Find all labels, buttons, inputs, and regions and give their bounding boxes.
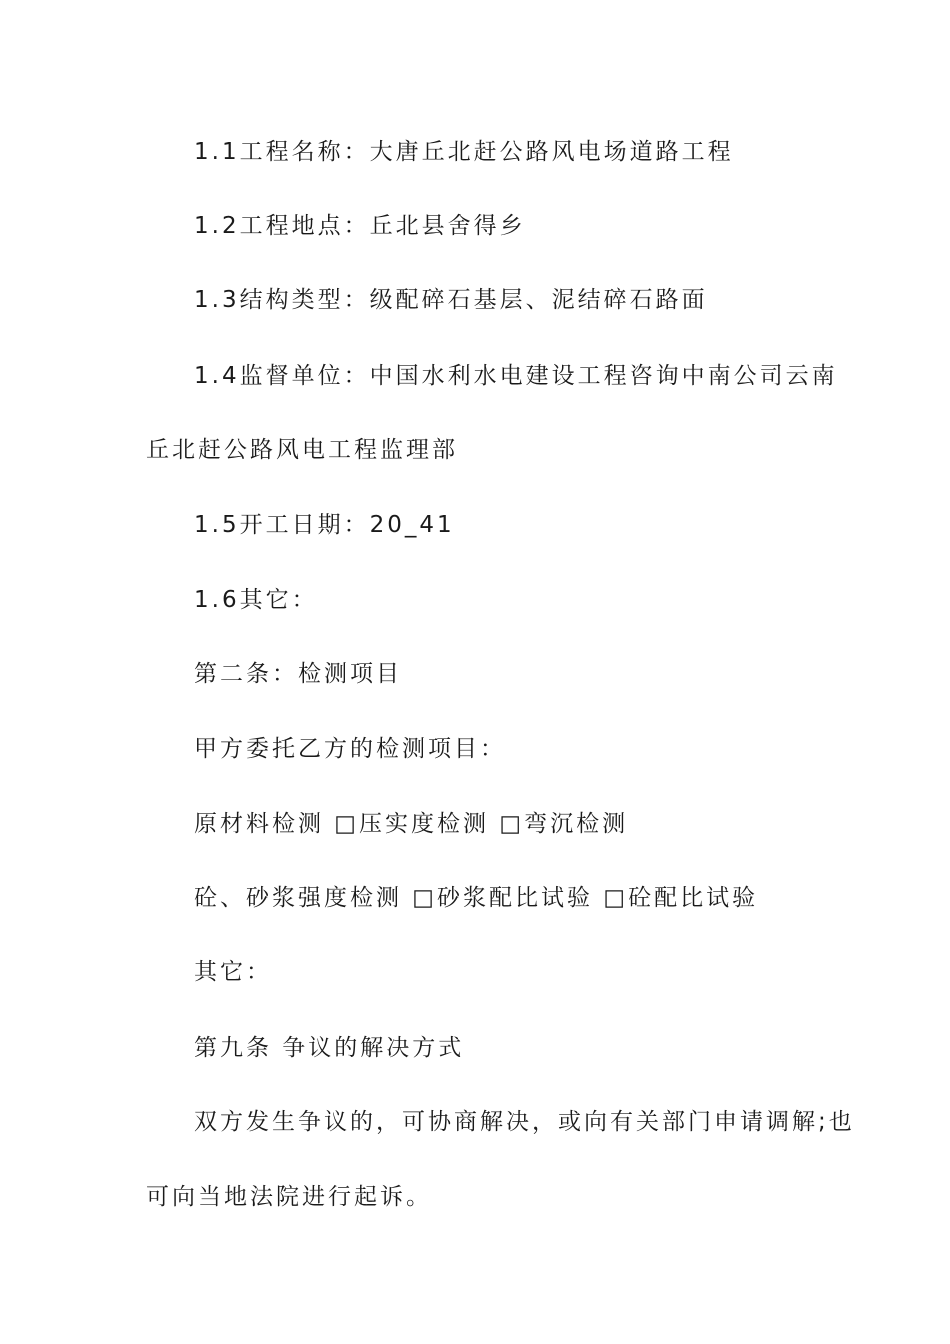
supervision-unit-continuation: 丘北赶公路风电工程监理部	[146, 437, 458, 463]
article-nine-heading: 第九条 争议的解决方式	[194, 1035, 465, 1061]
supervision-unit-line: 1.4监督单位：中国水利水电建设工程咨询中南公司云南	[194, 363, 838, 389]
structure-type-line: 1.3结构类型：级配碎石基层、泥结碎石路面	[194, 287, 708, 313]
article-two-heading: 第二条：检测项目	[194, 661, 402, 687]
other-line: 1.6其它：	[194, 587, 318, 613]
start-date-line: 1.5开工日期：20_41	[194, 512, 455, 538]
other-items-line: 其它：	[194, 959, 272, 985]
entrusted-items-line: 甲方委托乙方的检测项目：	[194, 736, 506, 762]
test-items-row-1: 原材料检测 □压实度检测 □弯沉检测	[194, 811, 629, 837]
test-items-row-2: 砼、砂浆强度检测 □砂浆配比试验 □砼配比试验	[194, 885, 759, 911]
dispute-resolution-line: 双方发生争议的，可协商解决，或向有关部门申请调解;也	[194, 1109, 855, 1135]
project-name-line: 1.1工程名称：大唐丘北赶公路风电场道路工程	[194, 139, 734, 165]
project-location-line: 1.2工程地点：丘北县舍得乡	[194, 213, 526, 239]
dispute-resolution-continuation: 可向当地法院进行起诉。	[146, 1184, 432, 1210]
